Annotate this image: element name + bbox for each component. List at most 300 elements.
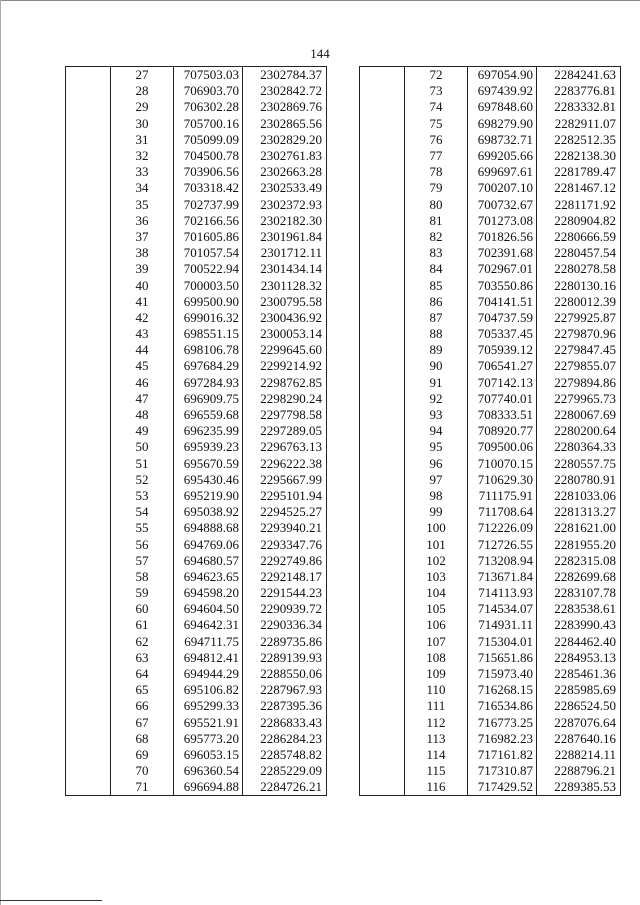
x-coordinate-cell: 703318.42 (174, 180, 243, 196)
x-coordinate-cell: 705700.16 (174, 116, 243, 132)
x-coordinate-cell: 698106.78 (174, 342, 243, 358)
x-coordinate-cell: 697848.60 (468, 99, 537, 115)
empty-cell (360, 277, 405, 293)
point-number-cell: 103 (426, 568, 446, 584)
x-coordinate-cell: 716534.86 (468, 698, 537, 714)
y-coordinate-cell: 2301434.14 (243, 261, 327, 277)
x-coordinate-cell: 707503.03 (174, 67, 243, 84)
x-coordinate-cell: 694711.75 (174, 634, 243, 650)
table-row (66, 682, 327, 698)
y-coordinate-cell: 2302372.93 (243, 197, 327, 213)
y-coordinate-cell: 2295667.99 (243, 472, 327, 488)
x-coordinate-cell: 695773.20 (174, 731, 243, 747)
y-coordinate-cell: 2281313.27 (537, 504, 621, 520)
x-coordinate-cell: 707142.13 (468, 375, 537, 391)
table-row (360, 213, 621, 229)
point-number-cell: 100 (426, 520, 446, 536)
empty-cell (66, 536, 111, 552)
point-number-cell: 42 (135, 309, 149, 325)
empty-cell (66, 197, 111, 213)
x-coordinate-cell: 704737.59 (468, 310, 537, 326)
empty-cell (66, 277, 111, 293)
point-number-cell: 38 (135, 245, 149, 261)
empty-cell (360, 585, 405, 601)
table-row (66, 666, 327, 682)
empty-cell (360, 504, 405, 520)
x-coordinate-cell: 694680.57 (174, 553, 243, 569)
x-coordinate-cell: 706302.28 (174, 99, 243, 115)
y-coordinate-cell: 2292749.86 (243, 553, 327, 569)
point-number-cell: 60 (135, 601, 149, 617)
x-coordinate-cell: 708920.77 (468, 423, 537, 439)
x-coordinate-cell: 699500.90 (174, 294, 243, 310)
y-coordinate-cell: 2284462.40 (537, 634, 621, 650)
point-number-cell: 110 (426, 682, 446, 698)
empty-cell (360, 439, 405, 455)
y-coordinate-cell: 2302842.72 (243, 83, 327, 99)
table-row (360, 456, 621, 472)
empty-cell (360, 245, 405, 261)
table-row (66, 553, 327, 569)
empty-cell (360, 715, 405, 731)
point-number-cell: 65 (135, 682, 149, 698)
y-coordinate-cell: 2292148.17 (243, 569, 327, 585)
point-number-cell: 59 (135, 585, 149, 601)
x-coordinate-cell: 700003.50 (174, 277, 243, 293)
table-row (66, 164, 327, 180)
table-row (360, 277, 621, 293)
table-row (66, 779, 327, 796)
point-number-cell: 66 (135, 698, 149, 714)
y-coordinate-cell: 2301128.32 (243, 277, 327, 293)
table-row (66, 294, 327, 310)
y-coordinate-cell: 2296222.38 (243, 456, 327, 472)
y-coordinate-cell: 2296763.13 (243, 439, 327, 455)
x-coordinate-cell: 698551.15 (174, 326, 243, 342)
page-number: 144 (310, 46, 330, 61)
x-coordinate-cell: 700522.94 (174, 261, 243, 277)
point-number-cell: 69 (135, 746, 149, 762)
empty-cell (360, 132, 405, 148)
empty-cell (360, 358, 405, 374)
empty-cell (360, 634, 405, 650)
y-coordinate-cell: 2280278.58 (537, 261, 621, 277)
point-number-cell: 90 (429, 358, 443, 374)
point-number-cell: 106 (426, 617, 446, 633)
point-number-cell: 89 (429, 342, 443, 358)
empty-cell (66, 585, 111, 601)
table-row (360, 83, 621, 99)
empty-cell (66, 294, 111, 310)
y-coordinate-cell: 2281467.12 (537, 180, 621, 196)
y-coordinate-cell: 2282315.08 (537, 553, 621, 569)
point-number-cell: 86 (429, 293, 443, 309)
y-coordinate-cell: 2285985.69 (537, 682, 621, 698)
table-row (66, 116, 327, 132)
table-row (360, 698, 621, 714)
y-coordinate-cell: 2283107.78 (537, 585, 621, 601)
point-number-cell: 116 (405, 779, 468, 796)
top-border (0, 0, 640, 1)
point-number-cell: 35 (135, 196, 149, 212)
y-coordinate-cell: 2283990.43 (537, 617, 621, 633)
point-number-cell: 36 (135, 212, 149, 228)
table-row (66, 83, 327, 99)
x-coordinate-cell: 695106.82 (174, 682, 243, 698)
x-coordinate-cell: 701605.86 (174, 229, 243, 245)
point-number-cell: 53 (135, 487, 149, 503)
table-row (66, 180, 327, 196)
point-number-cell: 115 (426, 763, 446, 779)
empty-cell (360, 423, 405, 439)
table-row (66, 423, 327, 439)
empty-cell (360, 763, 405, 779)
point-number-cell: 50 (135, 439, 149, 455)
empty-cell (66, 456, 111, 472)
empty-cell (360, 682, 405, 698)
point-number-cell: 28 (135, 83, 149, 99)
point-number-cell: 43 (135, 326, 149, 342)
empty-cell (360, 164, 405, 180)
y-coordinate-cell: 2279965.73 (537, 391, 621, 407)
y-coordinate-cell: 2301961.84 (243, 229, 327, 245)
y-coordinate-cell: 2289139.93 (243, 650, 327, 666)
point-number-cell: 40 (135, 277, 149, 293)
empty-cell (66, 763, 111, 779)
empty-cell (66, 488, 111, 504)
point-number-cell: 56 (135, 536, 149, 552)
point-number-cell: 29 (135, 99, 149, 115)
empty-cell (66, 634, 111, 650)
y-coordinate-cell: 2284953.13 (537, 650, 621, 666)
x-coordinate-cell: 705099.09 (174, 132, 243, 148)
table-row (360, 164, 621, 180)
point-number-cell: 94 (429, 423, 443, 439)
x-coordinate-cell: 694888.68 (174, 520, 243, 536)
empty-cell (66, 617, 111, 633)
point-number-cell: 73 (429, 83, 443, 99)
x-coordinate-cell: 696909.75 (174, 391, 243, 407)
point-number-cell: 107 (426, 633, 446, 649)
empty-cell (66, 472, 111, 488)
empty-cell (360, 650, 405, 666)
point-number-cell: 34 (135, 180, 149, 196)
x-coordinate-cell: 701057.54 (174, 245, 243, 261)
x-coordinate-cell: 716773.25 (468, 715, 537, 731)
table-row (360, 763, 621, 779)
table-row (360, 779, 621, 796)
x-coordinate-cell: 695430.46 (174, 472, 243, 488)
point-number-cell: 75 (429, 115, 443, 131)
table-row (360, 731, 621, 747)
y-coordinate-cell: 2280666.59 (537, 229, 621, 245)
y-coordinate-cell: 2280130.16 (537, 277, 621, 293)
empty-cell (66, 601, 111, 617)
empty-cell (360, 391, 405, 407)
y-coordinate-cell: 2302663.28 (243, 164, 327, 180)
x-coordinate-cell: 695038.92 (174, 504, 243, 520)
empty-cell (360, 569, 405, 585)
point-number-cell: 63 (135, 649, 149, 665)
point-number-cell: 64 (135, 666, 149, 682)
empty-cell (66, 180, 111, 196)
y-coordinate-cell: 2286833.43 (243, 715, 327, 731)
y-coordinate-cell: 2280012.39 (537, 294, 621, 310)
point-number-cell: 99 (429, 504, 443, 520)
table-row (66, 472, 327, 488)
table-row (66, 488, 327, 504)
table-row (360, 585, 621, 601)
y-coordinate-cell: 2286524.50 (537, 698, 621, 714)
empty-cell (360, 553, 405, 569)
empty-cell (66, 310, 111, 326)
y-coordinate-cell: 2295101.94 (243, 488, 327, 504)
point-number-cell: 57 (135, 552, 149, 568)
x-coordinate-cell: 703906.56 (174, 164, 243, 180)
x-coordinate-cell: 711175.91 (468, 488, 537, 504)
x-coordinate-cell: 705939.12 (468, 342, 537, 358)
x-coordinate-cell: 717161.82 (468, 747, 537, 763)
empty-cell (66, 682, 111, 698)
x-coordinate-cell: 712726.55 (468, 536, 537, 552)
table-row (360, 536, 621, 552)
y-coordinate-cell: 2287967.93 (243, 682, 327, 698)
table-row (360, 67, 621, 84)
table-row (360, 326, 621, 342)
table-row (66, 375, 327, 391)
table-row (360, 666, 621, 682)
x-coordinate-cell: 704500.78 (174, 148, 243, 164)
table-row (360, 504, 621, 520)
table-row (66, 310, 327, 326)
empty-cell (360, 536, 405, 552)
x-coordinate-cell: 697684.29 (174, 358, 243, 374)
empty-cell (66, 391, 111, 407)
table-row (360, 310, 621, 326)
x-coordinate-cell: 697054.90 (468, 67, 537, 84)
empty-cell (66, 650, 111, 666)
x-coordinate-cell: 696559.68 (174, 407, 243, 423)
x-coordinate-cell: 711708.64 (468, 504, 537, 520)
point-number-cell: 104 (426, 585, 446, 601)
table-row (66, 213, 327, 229)
table-row (360, 601, 621, 617)
empty-cell (360, 67, 405, 84)
empty-cell (360, 83, 405, 99)
empty-cell (66, 261, 111, 277)
x-coordinate-cell: 702737.99 (174, 197, 243, 213)
y-coordinate-cell: 2302865.56 (243, 116, 327, 132)
x-coordinate-cell: 694604.50 (174, 601, 243, 617)
point-number-cell: 31 (135, 131, 149, 147)
table-row (360, 472, 621, 488)
empty-cell (360, 261, 405, 277)
table-row (66, 585, 327, 601)
point-number-cell: 71 (111, 779, 174, 796)
y-coordinate-cell: 2300053.14 (243, 326, 327, 342)
x-coordinate-cell: 702967.01 (468, 261, 537, 277)
empty-cell (360, 520, 405, 536)
table-row (360, 569, 621, 585)
table-row (360, 617, 621, 633)
empty-cell (360, 310, 405, 326)
empty-cell (66, 553, 111, 569)
empty-cell (66, 747, 111, 763)
y-coordinate-cell: 2287640.16 (537, 731, 621, 747)
x-coordinate-cell: 700207.10 (468, 180, 537, 196)
table-row (66, 132, 327, 148)
y-coordinate-cell: 2282699.68 (537, 569, 621, 585)
x-coordinate-cell: 707740.01 (468, 391, 537, 407)
table-row (360, 132, 621, 148)
y-coordinate-cell: 2287076.64 (537, 715, 621, 731)
point-number-cell: 102 (426, 552, 446, 568)
y-coordinate-cell: 2299214.92 (243, 358, 327, 374)
empty-cell (360, 375, 405, 391)
x-coordinate-cell: 698279.90 (468, 116, 537, 132)
empty-cell (66, 666, 111, 682)
empty-cell (66, 67, 111, 84)
table-row (66, 456, 327, 472)
x-coordinate-cell: 714534.07 (468, 601, 537, 617)
point-number-cell: 46 (135, 374, 149, 390)
x-coordinate-cell: 695299.33 (174, 698, 243, 714)
point-number-cell: 41 (135, 293, 149, 309)
empty-cell (360, 488, 405, 504)
x-coordinate-cell: 695939.23 (174, 439, 243, 455)
y-coordinate-cell: 2302784.37 (243, 67, 327, 84)
table-row (360, 488, 621, 504)
point-number-cell: 37 (135, 228, 149, 244)
empty-cell (360, 779, 405, 796)
y-coordinate-cell: 2280200.64 (537, 423, 621, 439)
table-row (360, 747, 621, 763)
y-coordinate-cell: 2280557.75 (537, 456, 621, 472)
point-number-cell: 79 (429, 180, 443, 196)
table-row (360, 439, 621, 455)
point-number-cell: 82 (429, 228, 443, 244)
y-coordinate-cell: 2285229.09 (243, 763, 327, 779)
table-row (360, 294, 621, 310)
y-coordinate-cell: 2297289.05 (243, 423, 327, 439)
table-row (66, 148, 327, 164)
table-row (66, 634, 327, 650)
empty-cell (66, 504, 111, 520)
y-coordinate-cell: 2285748.82 (243, 747, 327, 763)
table-row (66, 67, 327, 84)
point-number-cell: 51 (135, 455, 149, 471)
point-number-cell: 47 (135, 390, 149, 406)
x-coordinate-cell: 715973.40 (468, 666, 537, 682)
y-coordinate-cell: 2293347.76 (243, 536, 327, 552)
table-row (360, 715, 621, 731)
x-coordinate-cell: 710629.30 (468, 472, 537, 488)
point-number-cell: 62 (135, 633, 149, 649)
y-coordinate-cell: 2280067.69 (537, 407, 621, 423)
x-coordinate-cell: 706541.27 (468, 358, 537, 374)
x-coordinate-cell: 698732.71 (468, 132, 537, 148)
empty-cell (66, 245, 111, 261)
x-coordinate-cell: 709500.06 (468, 439, 537, 455)
point-number-cell: 72 (405, 67, 468, 84)
table-row (360, 229, 621, 245)
point-number-cell: 54 (135, 504, 149, 520)
y-coordinate-cell: 2281955.20 (537, 536, 621, 552)
y-coordinate-cell: 2285461.36 (537, 666, 621, 682)
table-row (360, 650, 621, 666)
coordinates-table-right (359, 66, 621, 796)
point-number-cell: 49 (135, 423, 149, 439)
empty-cell (360, 601, 405, 617)
x-coordinate-cell: 717310.87 (468, 763, 537, 779)
x-coordinate-cell: 715304.01 (468, 634, 537, 650)
table-row (66, 520, 327, 536)
x-coordinate-cell: 706903.70 (174, 83, 243, 99)
empty-cell (66, 358, 111, 374)
x-coordinate-cell: 717429.52 (468, 779, 537, 796)
empty-cell (66, 715, 111, 731)
table-row (360, 423, 621, 439)
table-row (360, 180, 621, 196)
empty-cell (66, 164, 111, 180)
empty-cell (66, 132, 111, 148)
empty-cell (360, 213, 405, 229)
y-coordinate-cell: 2289735.86 (243, 634, 327, 650)
x-coordinate-cell: 699205.66 (468, 148, 537, 164)
x-coordinate-cell: 705337.45 (468, 326, 537, 342)
x-coordinate-cell: 704141.51 (468, 294, 537, 310)
point-number-cell: 52 (135, 471, 149, 487)
point-number-cell: 114 (426, 746, 446, 762)
x-coordinate-cell: 694598.20 (174, 585, 243, 601)
table-row (66, 763, 327, 779)
table-row (360, 520, 621, 536)
point-number-cell: 96 (429, 455, 443, 471)
y-coordinate-cell: 2287395.36 (243, 698, 327, 714)
x-coordinate-cell: 713671.84 (468, 569, 537, 585)
empty-cell (360, 731, 405, 747)
point-number-cell: 58 (135, 568, 149, 584)
empty-cell (360, 148, 405, 164)
point-number-cell: 108 (426, 649, 446, 665)
point-number-cell: 27 (111, 67, 174, 84)
y-coordinate-cell: 2284726.21 (243, 779, 327, 796)
point-number-cell: 97 (429, 471, 443, 487)
table-row (66, 342, 327, 358)
table-row (66, 617, 327, 633)
point-number-cell: 67 (135, 714, 149, 730)
table-row (66, 601, 327, 617)
table-row (360, 261, 621, 277)
point-number-cell: 83 (429, 245, 443, 261)
y-coordinate-cell: 2293940.21 (243, 520, 327, 536)
empty-cell (66, 569, 111, 585)
point-number-cell: 32 (135, 148, 149, 164)
y-coordinate-cell: 2280904.82 (537, 213, 621, 229)
point-number-cell: 113 (426, 730, 446, 746)
table-row (66, 747, 327, 763)
table-row (66, 326, 327, 342)
point-number-cell: 30 (135, 115, 149, 131)
y-coordinate-cell: 2291544.23 (243, 585, 327, 601)
x-coordinate-cell: 699016.32 (174, 310, 243, 326)
x-coordinate-cell: 702391.68 (468, 245, 537, 261)
y-coordinate-cell: 2281033.06 (537, 488, 621, 504)
point-number-cell: 111 (426, 698, 446, 714)
empty-cell (66, 83, 111, 99)
empty-cell (360, 747, 405, 763)
x-coordinate-cell: 712226.09 (468, 520, 537, 536)
